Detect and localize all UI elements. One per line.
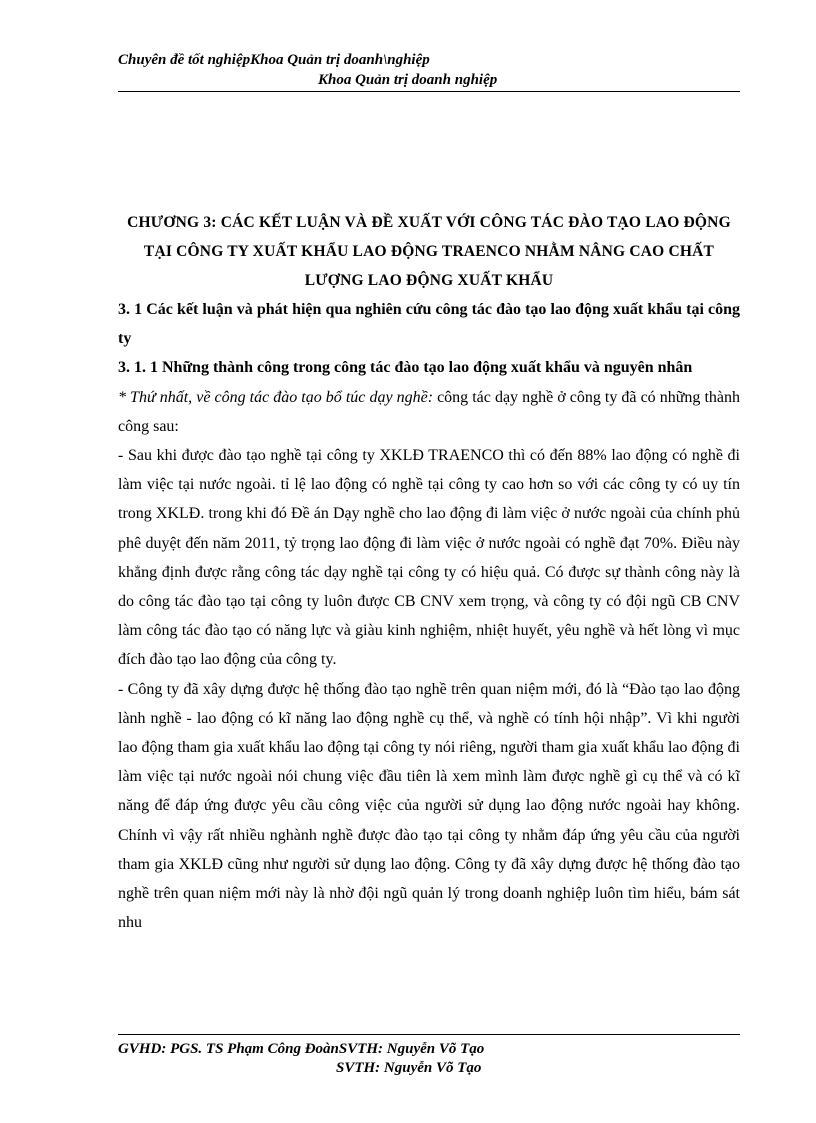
footer-rule [118, 1034, 740, 1035]
paragraph-intro-lead: * Thứ nhất, về công tác đào tạo bổ túc dạy nghề: [118, 388, 434, 406]
section-heading-3-1: 3. 1 Các kết luận và phát hiện qua nghiên cứu công tác đào tạo lao động xuất khẩu tại công ty [118, 301, 740, 348]
paragraph-intro [118, 383, 740, 441]
header-line-2: Khoa Quản trị doanh nghiệp [318, 72, 498, 88]
paragraph-1: - Sau khi được đào tạo nghề tại công ty XKLĐ TRAENCO thì có đến 88% lao động có nghề đi làm việc tại nước ngoài. tỉ lệ lao động có nghề tại công ty cao hơn so với các công ty có uy tín trong XKLĐ. trong khi đó Đề án Dạy nghề cho lao động đi làm việc ở nước ngoài của chính phủ phê duyệt đến năm 2011, tỷ trọng lao động đi làm việc ở nước ngoài có nghề đạt 70%. Điều này khẳng định được rằng công tác dạy nghề tại công ty có hiệu quả. Có được sự thành công này là do công tác đào tạo tại công ty luôn được CB CNV xem trọng, và công ty có đội ngũ CB CNV làm công tác đào tạo có năng lực và giàu kinh nghiệm, nhiệt huyết, yêu nghề và hết lòng vì mục đích đào tạo lao động của công ty. [118, 447, 740, 669]
chapter-title: CHƯƠNG 3: CÁC KẾT LUẬN VÀ ĐỀ XUẤT VỚI CÔNG TÁC ĐÀO TẠO LAO ĐỘNG TẠI CÔNG TY XUẤT KHẨU LAO ĐỘNG TRAENCO NHẰM NÂNG CAO CHẤT LƯỢNG LAO ĐỘNG XUẤT KHẨU [127, 214, 731, 289]
header-line-1: Chuyên đề tốt nghiệpKhoa Quản trị doanh\nghiệp [118, 52, 430, 68]
section-heading-3-1-1: 3. 1. 1 Những thành công trong công tác đào tạo lao động xuất khẩu và nguyên nhân [118, 359, 693, 377]
paragraph-intro-rest: công tác dạy nghề ở công ty đã có những thành công sau: [118, 388, 740, 435]
document-body [118, 208, 740, 937]
page-footer [118, 1040, 740, 1078]
footer-line-2: SVTH: Nguyễn Võ Tạo [336, 1060, 482, 1076]
header-rule [118, 91, 740, 92]
paragraph-2: - Công ty đã xây dựng được hệ thống đào tạo nghề trên quan niệm mới, đó là “Đào tạo lao động lành nghề - lao động có kĩ năng lao động nghề cụ thể, và nghề có tính hội nhập”. Vì khi người lao động tham gia xuất khẩu lao động tại công ty nói riêng, người tham gia xuất khẩu lao động đi làm việc tại nước ngoài nói chung việc đầu tiên là xem mình làm được nghề gì cụ thể và có kĩ năng để đáp ứng được yêu cầu công việc của người sử dụng lao động nước ngoài hay không. Chính vì vậy rất nhiều nghành nghề được đào tạo tại công ty nhằm đáp ứng yêu cầu của người tham gia XKLĐ cũng như người sử dụng lao động. Công ty đã xây dựng được hệ thống đào tạo nghề trên quan niệm mới này là nhờ đội ngũ quản lý trong doanh nghiệp luôn tìm hiểu, bám sát nhu [118, 680, 740, 932]
page-header [118, 50, 740, 90]
footer-line-1: GVHD: PGS. TS Phạm Công ĐoànSVTH: Nguyễn Võ Tạo [118, 1041, 485, 1057]
